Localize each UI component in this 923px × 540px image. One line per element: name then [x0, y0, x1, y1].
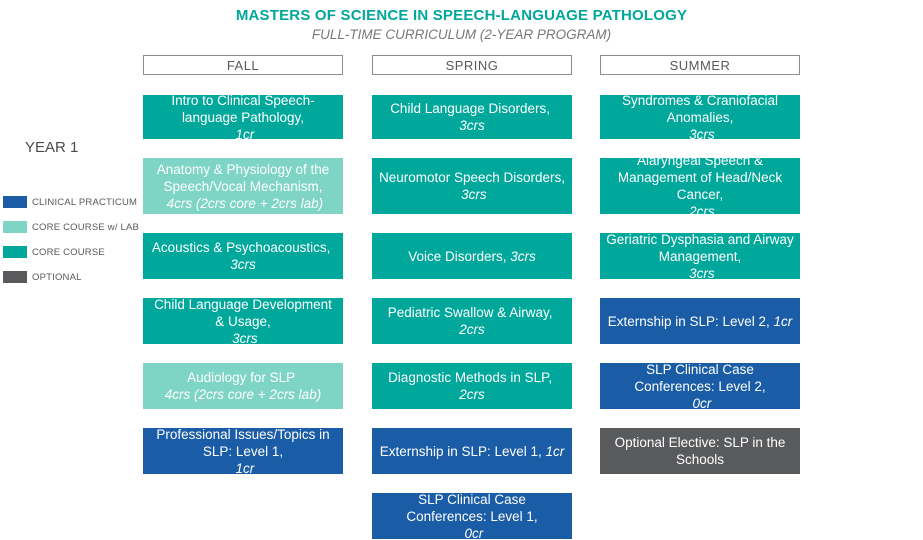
course-credits: 1cr	[235, 126, 255, 142]
course-credits: 3crs	[461, 187, 487, 202]
course-credits: 1cr	[773, 313, 793, 329]
course-credits: 3crs	[459, 118, 485, 133]
course-box	[372, 363, 572, 409]
course-credits: 2crs	[459, 322, 485, 337]
course-box	[372, 493, 572, 539]
legend-label: CORE COURSE	[32, 246, 105, 258]
course-name: Pediatric Swallow & Airway,	[387, 305, 553, 320]
title-block	[0, 7, 923, 42]
legend-swatch-core-lab	[3, 221, 27, 233]
column-header-spring: SPRING	[372, 55, 572, 75]
course-credits: 2crs	[689, 204, 715, 219]
course-name: Optional Elective: SLP in the Schools	[614, 435, 786, 467]
course-box	[143, 158, 343, 214]
course-credits: 3crs	[230, 257, 256, 272]
course-box	[372, 298, 572, 344]
column-spring	[372, 55, 572, 540]
course-name: Syndromes & Craniofacial Anomalies,	[621, 92, 779, 125]
course-name: Geriatric Dysphasia and Airway Management,	[606, 231, 794, 264]
course-credits: 2crs	[459, 387, 485, 402]
course-credits: 3crs	[510, 248, 536, 264]
page-title: MASTERS OF SCIENCE IN SPEECH-LANGUAGE PATHOLOGY	[235, 7, 688, 24]
course-name: Externship in SLP: Level 2,	[607, 313, 770, 329]
page-subtitle: FULL-TIME CURRICULUM (2-YEAR PROGRAM)	[311, 27, 612, 42]
course-name: Alaryngeal Speech & Management of Head/Neck Cancer,	[617, 153, 783, 202]
course-box	[143, 233, 343, 279]
course-box	[600, 298, 800, 344]
column-summer	[600, 55, 800, 493]
course-name: Child Language Disorders,	[390, 101, 551, 116]
legend-swatch-optional	[3, 271, 27, 283]
course-box	[143, 363, 343, 409]
course-name: Externship in SLP: Level 1,	[379, 443, 542, 459]
legend-item-core-lab	[3, 221, 139, 233]
course-box	[600, 428, 800, 474]
course-box	[600, 92, 800, 142]
course-name: Voice Disorders,	[408, 248, 507, 264]
course-credits: 0cr	[464, 525, 484, 540]
course-credits: 3crs	[232, 330, 258, 346]
course-name: SLP Clinical Case Conferences: Level 1,	[406, 491, 538, 524]
course-credits: 4crs (2crs core + 2crs lab)	[164, 387, 322, 402]
legend-swatch-core	[3, 246, 27, 258]
course-credits: 3crs	[689, 265, 715, 281]
course-name: Professional Issues/Topics in SLP: Level 1,	[156, 426, 330, 459]
course-box	[372, 95, 572, 139]
column-header-summer: SUMMER	[600, 55, 800, 75]
course-box	[143, 92, 343, 142]
course-box	[372, 233, 572, 279]
course-box	[600, 363, 800, 409]
legend-swatch-clinical	[3, 196, 27, 208]
legend-label: OPTIONAL	[32, 271, 82, 283]
course-name: Diagnostic Methods in SLP,	[388, 370, 553, 385]
course-box	[143, 428, 343, 474]
column-fall	[143, 55, 343, 493]
course-credits: 4crs (2crs core + 2crs lab)	[166, 195, 324, 211]
course-credits: 1cr	[235, 460, 255, 476]
course-credits: 3crs	[689, 126, 715, 142]
legend-item-optional	[3, 271, 139, 283]
course-name: Intro to Clinical Speech-language Pathology,	[171, 92, 315, 125]
course-box	[600, 153, 800, 219]
legend	[3, 196, 139, 296]
course-name: Anatomy & Physiology of the Speech/Vocal Mechanism,	[156, 161, 330, 194]
course-credits: 1cr	[545, 443, 565, 459]
course-name: SLP Clinical Case Conferences: Level 2,	[634, 361, 766, 394]
course-name: Neuromotor Speech Disorders,	[378, 170, 566, 185]
course-box	[600, 233, 800, 279]
course-name: Acoustics & Psychoacoustics,	[151, 240, 331, 255]
course-box	[372, 428, 572, 474]
year-1-label: YEAR 1	[25, 139, 79, 156]
course-box	[372, 158, 572, 214]
column-header-fall: FALL	[143, 55, 343, 75]
course-credits: 0cr	[692, 395, 712, 411]
course-name: Child Language Development & Usage,	[154, 296, 332, 329]
legend-item-clinical	[3, 196, 139, 208]
legend-label: CLINICAL PRACTICUM	[32, 196, 138, 208]
course-name: Audiology for SLP	[187, 370, 296, 385]
curriculum-board	[143, 55, 803, 540]
legend-item-core	[3, 246, 139, 258]
legend-label: CORE COURSE w/ LAB	[32, 221, 140, 233]
course-box	[143, 298, 343, 344]
